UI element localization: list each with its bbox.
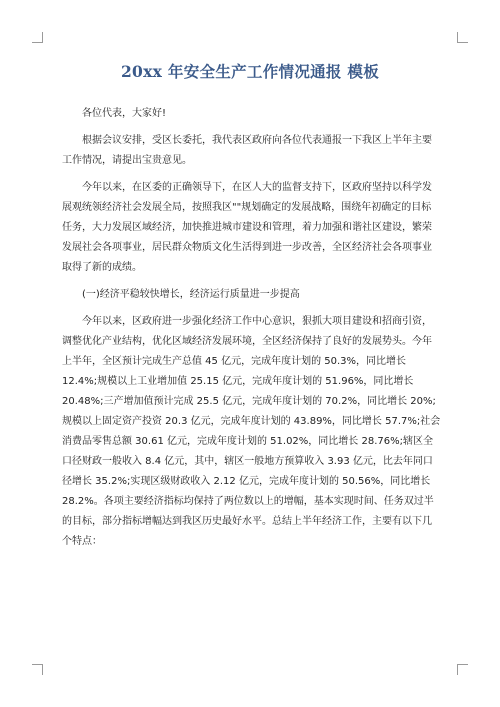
economy-line: 上半年，全区预计完成生产总值 45 亿元，完成年度计划的 50.3%，同比增长 — [62, 356, 407, 367]
document-body — [62, 104, 442, 552]
economy-line: 口径财政一般收入 8.4 亿元，其中，辖区一般地方预算收入 3.93 亿元，比去年同口 — [62, 456, 433, 467]
section-heading: (一)经济平稳较快增长，经济运行质量进一步提高 — [82, 289, 300, 300]
greeting: 各位代表，大家好! — [82, 108, 167, 119]
economy-line: 12.4%;规模以上工业增加值 25.15 亿元，完成年度计划的 51.96%，同比增长 — [62, 376, 414, 387]
economy-line: 的目标，部分指标增幅达到我区历史最好水平。总结上半年经济工作，主要有以下几 — [62, 516, 432, 527]
document-title: 20xx 年安全生产工作情况通报 模板 — [120, 62, 380, 81]
crop-mark-bottom-right — [457, 664, 468, 675]
intro-line: 根据会议安排，受区长委托，我代表区政府向各位代表通报一下我区上半年主要 — [82, 135, 432, 146]
economy-line: 20.48%;三产增加值预计完成 25.5 亿元，完成年度计划的 70.2%，同比增长 20%; — [62, 396, 436, 407]
overview-line: 取得了新的成绩。 — [62, 262, 142, 273]
overview-line: 展观统领经济社会发展全局，按照我区""规划确定的发展战略，围绕年初确定的目标 — [62, 202, 432, 213]
economy-line: 调整优化产业结构，优化区域经济发展环境，全区经济保持了良好的发展势头。今年 — [62, 336, 432, 347]
crop-mark-bottom-left — [32, 664, 43, 675]
economy-line: 28.2%。各项主要经济指标均保持了两位数以上的增幅，基本实现时间、任务双过半 — [62, 496, 434, 507]
economy-line: 消费品零售总额 30.61 亿元，完成年度计划的 51.02%，同比增长 28.76%;辖区全 — [62, 436, 433, 447]
crop-mark-top-right — [457, 32, 468, 43]
economy-line: 个特点： — [62, 536, 102, 547]
economy-line: 今年以来，区政府进一步强化经济工作中心意识，狠抓大项目建设和招商引资， — [82, 316, 432, 327]
economy-line: 径增长 35.2%;实现区级财政收入 2.12 亿元，完成年度计划的 50.56%，同比增长 — [62, 476, 431, 487]
overview-line: 任务，大力发展区域经济，加快推进城市建设和管理，着力加强和谐社区建设，繁荣 — [62, 222, 432, 233]
intro-line: 工作情况，请提出宝贵意见。 — [62, 155, 192, 166]
crop-mark-top-left — [32, 32, 43, 43]
overview-line: 发展社会各项事业，居民群众物质文化生活得到进一步改善，全区经济社会各项事业 — [62, 242, 432, 253]
economy-line: 规模以上固定资产投资 20.3 亿元，完成年度计划的 43.89%，同比增长 57.7%;社会 — [62, 416, 441, 427]
overview-line: 今年以来，在区委的正确领导下，在区人大的监督支持下，区政府坚持以科学发 — [82, 182, 432, 193]
